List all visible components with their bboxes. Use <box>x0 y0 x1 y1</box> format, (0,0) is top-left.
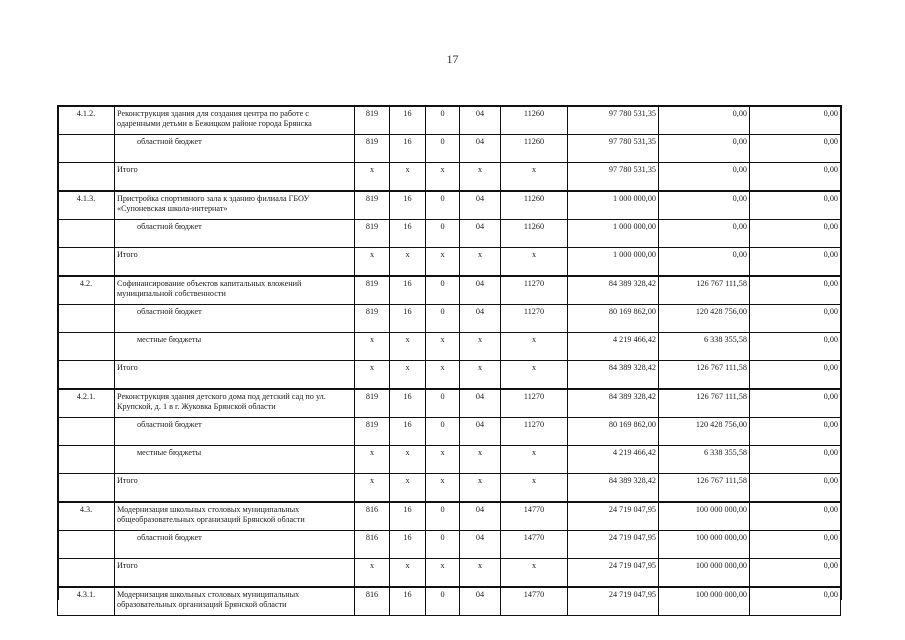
code-subsection: 0 <box>426 587 460 616</box>
code-ministry: 819 <box>355 220 390 248</box>
code-ministry: 819 <box>355 135 390 163</box>
code-section: 16 <box>390 220 426 248</box>
code-program: x <box>460 559 501 588</box>
code-section: x <box>390 163 426 192</box>
row-name: Модернизация школьных столовых муниципальных образовательных организаций Брянской области <box>115 587 355 616</box>
row-number <box>58 474 115 503</box>
row-number <box>58 446 115 474</box>
row-number <box>58 248 115 277</box>
amount-year-1: 97 780 531,35 <box>568 163 659 192</box>
code-program: 04 <box>460 191 501 220</box>
amount-year-3: 0,00 <box>750 361 841 390</box>
amount-year-2: 126 767 111,58 <box>659 361 750 390</box>
table-frame-left <box>57 105 59 600</box>
code-direction: x <box>501 559 568 588</box>
code-direction: 14770 <box>501 502 568 531</box>
table-row <box>58 106 841 135</box>
code-direction: 11270 <box>501 389 568 418</box>
code-section: x <box>390 559 426 588</box>
amount-year-1: 4 219 466,42 <box>568 446 659 474</box>
amount-year-1: 1 000 000,00 <box>568 191 659 220</box>
amount-year-1: 24 719 047,95 <box>568 587 659 616</box>
row-name: Модернизация школьных столовых муниципальных общеобразовательных организаций Брянской области <box>115 502 355 531</box>
code-section: 16 <box>390 502 426 531</box>
table-row <box>58 502 841 531</box>
budget-table-body <box>58 106 841 616</box>
row-name: Итого <box>115 361 355 390</box>
row-name: областной бюджет <box>115 305 355 333</box>
row-number: 4.2. <box>58 276 115 305</box>
amount-year-3: 0,00 <box>750 446 841 474</box>
amount-year-2: 126 767 111,58 <box>659 389 750 418</box>
amount-year-1: 84 389 328,42 <box>568 276 659 305</box>
amount-year-2: 0,00 <box>659 163 750 192</box>
table-row <box>58 248 841 277</box>
code-subsection: 0 <box>426 389 460 418</box>
row-name: областной бюджет <box>115 135 355 163</box>
table-row <box>58 474 841 503</box>
code-section: 16 <box>390 531 426 559</box>
amount-year-2: 0,00 <box>659 220 750 248</box>
amount-year-3: 0,00 <box>750 502 841 531</box>
code-direction: 11270 <box>501 418 568 446</box>
code-program: 04 <box>460 106 501 135</box>
code-section: 16 <box>390 389 426 418</box>
row-number <box>58 361 115 390</box>
table-frame-right <box>840 105 842 600</box>
table-row <box>58 361 841 390</box>
code-subsection: 0 <box>426 531 460 559</box>
code-program: 04 <box>460 135 501 163</box>
code-direction: 14770 <box>501 587 568 616</box>
row-number: 4.1.3. <box>58 191 115 220</box>
code-ministry: 819 <box>355 276 390 305</box>
table-row <box>58 191 841 220</box>
code-ministry: x <box>355 163 390 192</box>
code-ministry: 819 <box>355 106 390 135</box>
code-program: x <box>460 474 501 503</box>
amount-year-2: 120 428 756,00 <box>659 418 750 446</box>
code-program: 04 <box>460 587 501 616</box>
amount-year-2: 120 428 756,00 <box>659 305 750 333</box>
row-number <box>58 163 115 192</box>
amount-year-2: 0,00 <box>659 135 750 163</box>
row-number <box>58 559 115 588</box>
code-ministry: 819 <box>355 389 390 418</box>
code-program: 04 <box>460 418 501 446</box>
amount-year-1: 1 000 000,00 <box>568 220 659 248</box>
row-name: местные бюджеты <box>115 333 355 361</box>
code-direction: 11260 <box>501 135 568 163</box>
amount-year-2: 126 767 111,58 <box>659 474 750 503</box>
row-name: областной бюджет <box>115 220 355 248</box>
code-subsection: 0 <box>426 276 460 305</box>
code-subsection: x <box>426 361 460 390</box>
amount-year-1: 4 219 466,42 <box>568 333 659 361</box>
code-program: 04 <box>460 389 501 418</box>
code-section: x <box>390 361 426 390</box>
amount-year-2: 0,00 <box>659 106 750 135</box>
amount-year-2: 6 338 355,58 <box>659 333 750 361</box>
code-section: 16 <box>390 276 426 305</box>
row-number <box>58 305 115 333</box>
amount-year-3: 0,00 <box>750 389 841 418</box>
code-program: 04 <box>460 276 501 305</box>
amount-year-3: 0,00 <box>750 531 841 559</box>
code-subsection: 0 <box>426 135 460 163</box>
amount-year-3: 0,00 <box>750 106 841 135</box>
table-row <box>58 531 841 559</box>
amount-year-1: 24 719 047,95 <box>568 559 659 588</box>
amount-year-1: 84 389 328,42 <box>568 389 659 418</box>
table-row <box>58 163 841 192</box>
code-ministry: x <box>355 446 390 474</box>
row-number <box>58 531 115 559</box>
row-number: 4.3. <box>58 502 115 531</box>
code-ministry: x <box>355 361 390 390</box>
amount-year-2: 100 000 000,00 <box>659 502 750 531</box>
amount-year-3: 0,00 <box>750 474 841 503</box>
amount-year-1: 1 000 000,00 <box>568 248 659 277</box>
code-section: x <box>390 474 426 503</box>
amount-year-1: 80 169 862,00 <box>568 418 659 446</box>
code-subsection: 0 <box>426 418 460 446</box>
code-program: x <box>460 163 501 192</box>
amount-year-3: 0,00 <box>750 587 841 616</box>
code-program: 04 <box>460 502 501 531</box>
amount-year-3: 0,00 <box>750 191 841 220</box>
row-name: Итого <box>115 474 355 503</box>
amount-year-3: 0,00 <box>750 248 841 277</box>
code-section: x <box>390 248 426 277</box>
amount-year-2: 0,00 <box>659 191 750 220</box>
code-direction: x <box>501 163 568 192</box>
code-ministry: 819 <box>355 191 390 220</box>
code-direction: 11260 <box>501 220 568 248</box>
row-number <box>58 418 115 446</box>
code-section: 16 <box>390 418 426 446</box>
row-name: Пристройка спортивного зала к зданию филиала ГБОУ «Супоневская школа-интернат» <box>115 191 355 220</box>
amount-year-3: 0,00 <box>750 276 841 305</box>
row-name: областной бюджет <box>115 531 355 559</box>
row-name: местные бюджеты <box>115 446 355 474</box>
row-name: областной бюджет <box>115 418 355 446</box>
code-ministry: x <box>355 559 390 588</box>
amount-year-2: 126 767 111,58 <box>659 276 750 305</box>
code-program: 04 <box>460 305 501 333</box>
code-direction: 11260 <box>501 106 568 135</box>
code-program: x <box>460 446 501 474</box>
code-program: x <box>460 361 501 390</box>
code-program: 04 <box>460 220 501 248</box>
code-subsection: x <box>426 333 460 361</box>
amount-year-3: 0,00 <box>750 163 841 192</box>
code-subsection: x <box>426 163 460 192</box>
row-number: 4.3.1. <box>58 587 115 616</box>
row-name: Итого <box>115 163 355 192</box>
code-subsection: x <box>426 446 460 474</box>
code-ministry: 819 <box>355 418 390 446</box>
table-row <box>58 276 841 305</box>
code-direction: x <box>501 333 568 361</box>
table-row <box>58 446 841 474</box>
row-name: Софинансирование объектов капитальных вложений муниципальной собственности <box>115 276 355 305</box>
row-name: Итого <box>115 248 355 277</box>
code-section: 16 <box>390 305 426 333</box>
code-ministry: 816 <box>355 502 390 531</box>
row-number <box>58 135 115 163</box>
amount-year-1: 84 389 328,42 <box>568 474 659 503</box>
row-name: Реконструкция здания для создания центра по работе с одаренными детьми в Бежицком районе города Брянска <box>115 106 355 135</box>
code-direction: x <box>501 446 568 474</box>
table-row <box>58 587 841 616</box>
code-ministry: 816 <box>355 587 390 616</box>
table-row <box>58 389 841 418</box>
code-ministry: x <box>355 333 390 361</box>
table-row <box>58 559 841 588</box>
page-number: 17 <box>446 52 459 66</box>
code-subsection: x <box>426 248 460 277</box>
amount-year-2: 6 338 355,58 <box>659 446 750 474</box>
code-direction: 11270 <box>501 276 568 305</box>
code-section: 16 <box>390 135 426 163</box>
amount-year-2: 100 000 000,00 <box>659 587 750 616</box>
code-direction: 11260 <box>501 191 568 220</box>
amount-year-3: 0,00 <box>750 333 841 361</box>
code-subsection: 0 <box>426 220 460 248</box>
amount-year-1: 97 780 531,35 <box>568 106 659 135</box>
code-section: x <box>390 333 426 361</box>
code-direction: x <box>501 248 568 277</box>
code-ministry: 816 <box>355 531 390 559</box>
amount-year-1: 80 169 862,00 <box>568 305 659 333</box>
row-number: 4.2.1. <box>58 389 115 418</box>
amount-year-2: 0,00 <box>659 248 750 277</box>
code-direction: x <box>501 361 568 390</box>
row-number <box>58 333 115 361</box>
code-direction: 11270 <box>501 305 568 333</box>
table-row <box>58 418 841 446</box>
amount-year-3: 0,00 <box>750 135 841 163</box>
code-subsection: 0 <box>426 191 460 220</box>
code-subsection: 0 <box>426 106 460 135</box>
code-section: x <box>390 446 426 474</box>
code-program: 04 <box>460 531 501 559</box>
table-row <box>58 135 841 163</box>
code-ministry: x <box>355 248 390 277</box>
amount-year-3: 0,00 <box>750 418 841 446</box>
code-subsection: 0 <box>426 305 460 333</box>
amount-year-1: 24 719 047,95 <box>568 502 659 531</box>
row-name: Реконструкция здания детского дома под детский сад по ул. Крупской, д. 1 в г. Жуковка Брянской области <box>115 389 355 418</box>
code-section: 16 <box>390 106 426 135</box>
code-program: x <box>460 248 501 277</box>
table-row <box>58 333 841 361</box>
code-direction: x <box>501 474 568 503</box>
amount-year-2: 100 000 000,00 <box>659 531 750 559</box>
code-ministry: x <box>355 474 390 503</box>
amount-year-2: 100 000 000,00 <box>659 559 750 588</box>
code-section: 16 <box>390 191 426 220</box>
amount-year-1: 97 780 531,35 <box>568 135 659 163</box>
code-subsection: x <box>426 474 460 503</box>
code-subsection: 0 <box>426 502 460 531</box>
budget-table <box>57 105 841 616</box>
table-row <box>58 220 841 248</box>
code-direction: 14770 <box>501 531 568 559</box>
code-section: 16 <box>390 587 426 616</box>
row-name: Итого <box>115 559 355 588</box>
amount-year-1: 24 719 047,95 <box>568 531 659 559</box>
amount-year-3: 0,00 <box>750 220 841 248</box>
amount-year-1: 84 389 328,42 <box>568 361 659 390</box>
row-number <box>58 220 115 248</box>
code-ministry: 819 <box>355 305 390 333</box>
table-row <box>58 305 841 333</box>
code-subsection: x <box>426 559 460 588</box>
row-number: 4.1.2. <box>58 106 115 135</box>
amount-year-3: 0,00 <box>750 305 841 333</box>
amount-year-3: 0,00 <box>750 559 841 588</box>
code-program: x <box>460 333 501 361</box>
